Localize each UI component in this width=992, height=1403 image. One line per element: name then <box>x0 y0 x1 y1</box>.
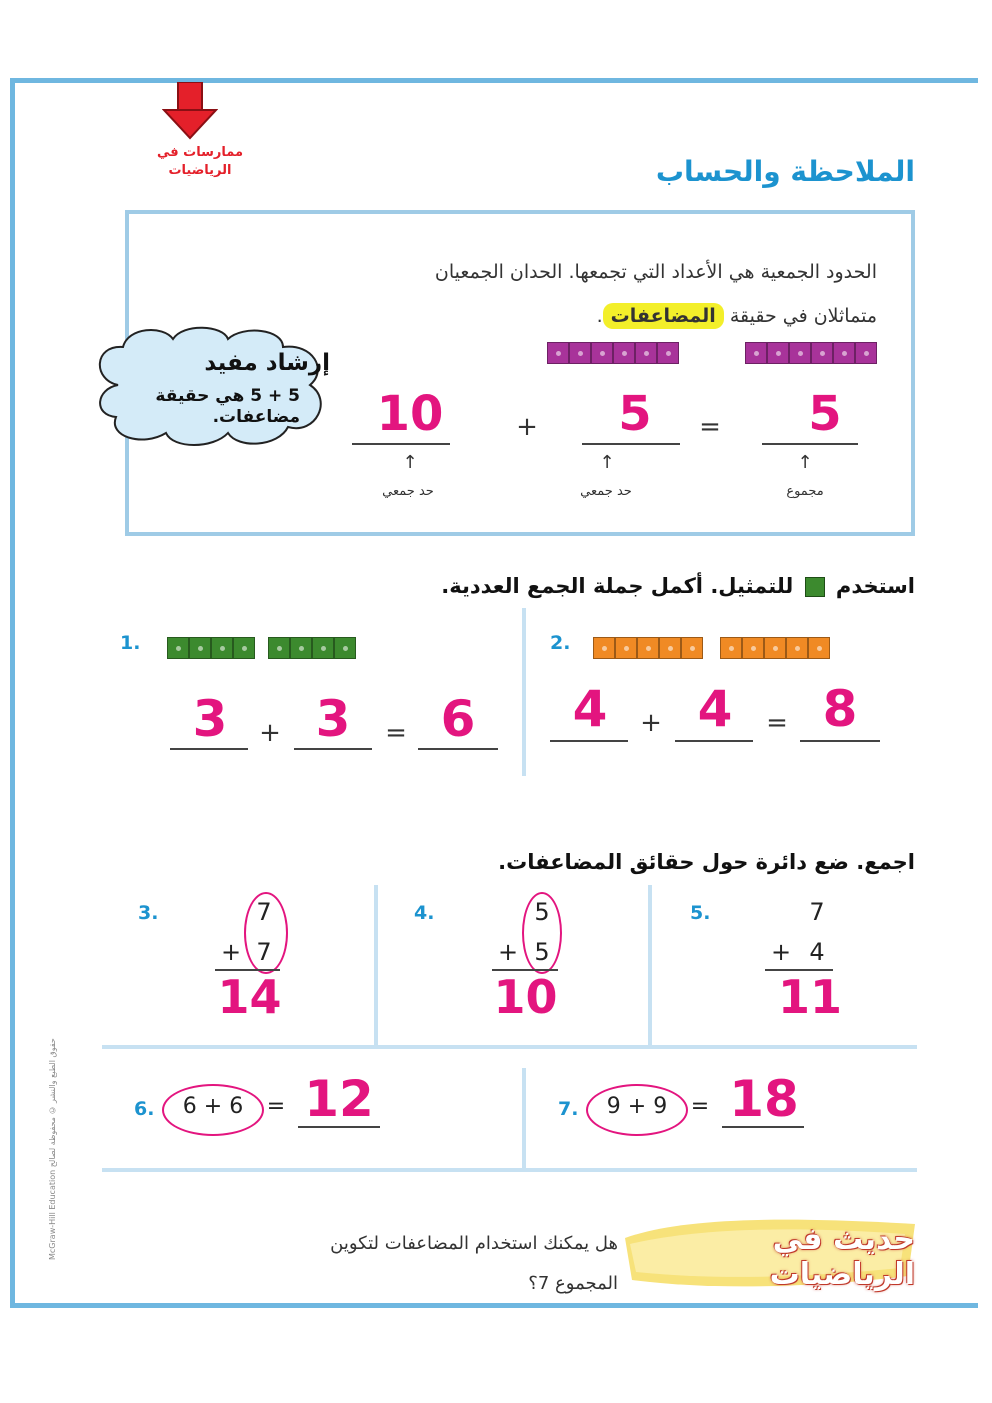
up-arrow-icon: ↑ <box>402 452 418 473</box>
problem-4-answer: 10 <box>493 970 558 1024</box>
example-addend1: 5 <box>618 386 652 442</box>
section2-divider-3 <box>522 1068 526 1168</box>
problem-1-sum: 6 <box>440 690 476 748</box>
cube-train-green-2 <box>268 637 356 659</box>
cube <box>659 637 681 659</box>
practice-label <box>150 144 250 180</box>
talk-question <box>178 1224 618 1304</box>
tip-title: إرشاد مفيد <box>204 350 330 376</box>
cube-train-orange-1 <box>593 637 703 659</box>
cube <box>233 637 255 659</box>
section1-divider <box>522 608 526 776</box>
problem-7-expr: 9 + 9 <box>606 1094 668 1119</box>
cube-train-purple-1 <box>547 342 679 364</box>
talk-question-line2: المجموع 7؟ <box>528 1273 618 1294</box>
problem-6-number: 6. <box>134 1098 155 1120</box>
cube <box>613 342 635 364</box>
label-addend-2: حد جمعي <box>382 484 434 499</box>
cube <box>167 637 189 659</box>
example-equals: = <box>699 412 721 442</box>
section2-instruction: اجمع. ضع دائرة حول حقائق المضاعفات. <box>498 850 915 874</box>
problem-2-blank-a <box>550 740 628 742</box>
problem-6-blank <box>298 1126 380 1128</box>
problem-6-answer: 12 <box>304 1070 374 1128</box>
cube <box>593 637 615 659</box>
problem-7-blank <box>722 1126 804 1128</box>
problem-3-plus: + <box>220 938 242 966</box>
cube <box>833 342 855 364</box>
problem-1-blank-a <box>170 748 248 750</box>
problem-1-blank-b <box>294 748 372 750</box>
cube <box>657 342 679 364</box>
cube <box>637 637 659 659</box>
problem-4-bottom: 5 <box>534 938 550 966</box>
cube <box>681 637 703 659</box>
problem-2-plus: + <box>640 708 662 738</box>
cube-train-orange-2 <box>720 637 830 659</box>
problem-1-number: 1. <box>120 632 141 654</box>
problem-7-number: 7. <box>558 1098 579 1120</box>
example-sum-blank <box>762 443 858 445</box>
problem-1-addend-b: 3 <box>315 690 351 748</box>
problem-5-bottom: 4 <box>809 938 825 966</box>
problem-3-answer: 14 <box>217 970 282 1024</box>
cube <box>615 637 637 659</box>
label-addend-1: حد جمعي <box>580 484 632 499</box>
problem-2-blank-b <box>675 740 753 742</box>
talk-title: حديث في الرياضيات <box>769 1222 915 1292</box>
problem-1-blank-sum <box>418 748 498 750</box>
side-credit: McGraw-Hill Education حقوق الطبع والنشر © محفوظة لصالح <box>48 1038 57 1260</box>
problem-5-plus: + <box>770 938 792 966</box>
cube <box>855 342 877 364</box>
section1-instruction-start: استخدم <box>835 574 915 598</box>
example-addend1-blank <box>582 443 680 445</box>
vocab-line1: الحدود الجمعية هي الأعداد التي تجمعها. الحدان الجمعيان <box>434 261 877 283</box>
cube <box>767 342 789 364</box>
cube <box>789 342 811 364</box>
tip-body-line1: 5 + 5 هي حقيقة <box>155 386 300 406</box>
section2-hline-1 <box>102 1045 917 1049</box>
cube <box>742 637 764 659</box>
problem-4-top: 5 <box>534 898 550 926</box>
practice-label-line2: الرياضيات <box>168 163 232 178</box>
problem-4-number: 4. <box>414 902 435 924</box>
cube <box>268 637 290 659</box>
label-sum: مجموع <box>786 484 824 499</box>
problem-3-top: 7 <box>256 898 272 926</box>
tip-body <box>110 386 300 428</box>
practice-label-line1: ممارسات في <box>156 145 244 160</box>
problem-2-number: 2. <box>550 632 571 654</box>
page-title: الملاحظة والحساب <box>655 155 915 188</box>
problem-5-number: 5. <box>690 902 711 924</box>
cube <box>189 637 211 659</box>
problem-1-plus: + <box>259 718 281 748</box>
cube <box>334 637 356 659</box>
problem-4-plus: + <box>497 938 519 966</box>
problem-3-number: 3. <box>138 902 159 924</box>
problem-2-addend-a: 4 <box>572 680 608 738</box>
problem-7-answer: 18 <box>729 1070 799 1128</box>
cube <box>811 342 833 364</box>
vocab-line2-prefix: متماثلان في حقيقة <box>729 305 877 327</box>
example-addend2: 10 <box>376 386 444 442</box>
cube <box>312 637 334 659</box>
problem-7-equals: = <box>690 1094 710 1119</box>
cube <box>745 342 767 364</box>
section1-instruction-rest: للتمثيل. أكمل جملة الجمع العددية. <box>441 574 794 598</box>
vocab-line2-suffix: . <box>596 305 603 327</box>
green-cube-icon <box>805 577 825 597</box>
down-arrow-icon <box>162 82 218 140</box>
problem-6-equals: = <box>266 1094 286 1119</box>
tip-body-line2: مضاعفات. <box>212 407 300 427</box>
up-arrow-icon: ↑ <box>797 452 813 473</box>
cube <box>290 637 312 659</box>
problem-2-equals: = <box>766 708 788 738</box>
cube <box>591 342 613 364</box>
cube <box>764 637 786 659</box>
section2-divider-1 <box>374 885 378 1045</box>
doubles-highlight: المضاعفات <box>603 303 724 329</box>
cube <box>786 637 808 659</box>
cube <box>635 342 657 364</box>
cube <box>211 637 233 659</box>
problem-1-addend-a: 3 <box>192 690 228 748</box>
problem-3-bottom: 7 <box>256 938 272 966</box>
problem-5-answer: 11 <box>777 970 842 1024</box>
cube <box>569 342 591 364</box>
cube <box>808 637 830 659</box>
cube <box>720 637 742 659</box>
example-addend2-blank <box>352 443 450 445</box>
section2-hline-2 <box>102 1168 917 1172</box>
cube-train-green-1 <box>167 637 255 659</box>
problem-5-top: 7 <box>809 898 825 926</box>
problem-6-expr: 6 + 6 <box>182 1094 244 1119</box>
cube <box>547 342 569 364</box>
section1-instruction <box>360 574 915 598</box>
problem-2-addend-b: 4 <box>697 680 733 738</box>
problem-2-blank-sum <box>800 740 880 742</box>
up-arrow-icon: ↑ <box>599 452 615 473</box>
problem-1-equals: = <box>385 718 407 748</box>
cube-train-purple-2 <box>745 342 877 364</box>
example-plus: + <box>516 412 538 442</box>
example-sum: 5 <box>808 386 842 442</box>
talk-question-line1: هل يمكنك استخدام المضاعفات لتكوين <box>330 1233 618 1254</box>
problem-2-sum: 8 <box>822 680 858 738</box>
section2-divider-2 <box>648 885 652 1045</box>
